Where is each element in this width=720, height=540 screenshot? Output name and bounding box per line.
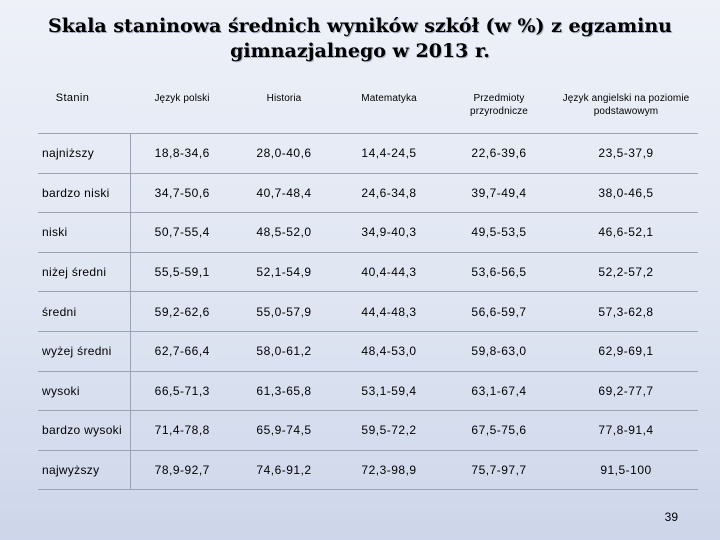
table-row [38, 252, 698, 292]
stanine-label: najniższy [38, 134, 130, 174]
table-row [38, 371, 698, 411]
score-range-cell: 59,8-63,0 [444, 331, 554, 371]
table-row [38, 173, 698, 213]
slide-title-line-1: Skala staninowa średnich wyników szkół (w %) z egzaminu [48, 15, 672, 37]
score-range-cell: 55,0-57,9 [234, 292, 334, 332]
score-range-cell: 66,5-71,3 [130, 371, 234, 411]
score-range-cell: 57,3-62,8 [554, 292, 698, 332]
table-header-row [38, 84, 698, 134]
score-range-cell: 40,4-44,3 [334, 252, 444, 292]
header-stanine: Stanin [55, 92, 90, 104]
stanine-label: bardzo niski [38, 173, 130, 213]
table-row [38, 134, 698, 174]
score-range-cell: 49,5-53,5 [444, 213, 554, 253]
score-range-cell: 53,6-56,5 [444, 252, 554, 292]
score-range-cell: 62,9-69,1 [554, 331, 698, 371]
stanine-label: wyżej średni [38, 331, 130, 371]
stanine-label: niski [38, 213, 130, 253]
score-range-cell: 38,0-46,5 [554, 173, 698, 213]
score-range-cell: 53,1-59,4 [334, 371, 444, 411]
table-row [38, 331, 698, 371]
score-range-cell: 52,1-54,9 [234, 252, 334, 292]
stanine-label: najwyższy [38, 450, 130, 490]
score-range-cell: 50,7-55,4 [130, 213, 234, 253]
score-range-cell: 65,9-74,5 [234, 411, 334, 451]
header-history: Historia [266, 93, 302, 104]
score-range-cell: 52,2-57,2 [554, 252, 698, 292]
score-range-cell: 61,3-65,8 [234, 371, 334, 411]
score-range-cell: 75,7-97,7 [444, 450, 554, 490]
score-range-cell: 78,9-92,7 [130, 450, 234, 490]
header-mathematics: Matematyka [361, 93, 417, 104]
score-range-cell: 91,5-100 [554, 450, 698, 490]
score-range-cell: 39,7-49,4 [444, 173, 554, 213]
score-range-cell: 62,7-66,4 [130, 331, 234, 371]
score-range-cell: 46,6-52,1 [554, 213, 698, 253]
header-english-basic: Język angielski na poziomie podstawowym [562, 93, 690, 117]
stanine-label: bardzo wysoki [38, 411, 130, 451]
table-row [38, 213, 698, 253]
page-number: 39 [664, 510, 678, 524]
score-range-cell: 34,9-40,3 [334, 213, 444, 253]
score-range-cell: 24,6-34,8 [334, 173, 444, 213]
score-range-cell: 44,4-48,3 [334, 292, 444, 332]
score-range-cell: 77,8-91,4 [554, 411, 698, 451]
score-range-cell: 40,7-48,4 [234, 173, 334, 213]
header-polish-language: Język polski [154, 93, 210, 104]
score-range-cell: 34,7-50,6 [130, 173, 234, 213]
table-row [38, 411, 698, 451]
stanine-label: wysoki [38, 371, 130, 411]
score-range-cell: 67,5-75,6 [444, 411, 554, 451]
header-natural-sciences: Przedmioty przyrodnicze [470, 93, 528, 117]
score-range-cell: 56,6-59,7 [444, 292, 554, 332]
score-range-cell: 58,0-61,2 [234, 331, 334, 371]
table-row [38, 292, 698, 332]
score-range-cell: 48,4-53,0 [334, 331, 444, 371]
score-range-cell: 18,8-34,6 [130, 134, 234, 174]
score-range-cell: 72,3-98,9 [334, 450, 444, 490]
score-range-cell: 69,2-77,7 [554, 371, 698, 411]
stanine-scale-table [38, 84, 698, 490]
score-range-cell: 59,5-72,2 [334, 411, 444, 451]
slide-title-line-2: gimnazjalnego w 2013 r. [230, 40, 490, 62]
stanine-label: niżej średni [38, 252, 130, 292]
score-range-cell: 71,4-78,8 [130, 411, 234, 451]
stanine-label: średni [38, 292, 130, 332]
table-row [38, 450, 698, 490]
score-range-cell: 22,6-39,6 [444, 134, 554, 174]
score-range-cell: 55,5-59,1 [130, 252, 234, 292]
score-range-cell: 14,4-24,5 [334, 134, 444, 174]
slide-title [20, 14, 700, 64]
score-range-cell: 59,2-62,6 [130, 292, 234, 332]
score-range-cell: 28,0-40,6 [234, 134, 334, 174]
score-range-cell: 63,1-67,4 [444, 371, 554, 411]
score-range-cell: 48,5-52,0 [234, 213, 334, 253]
score-range-cell: 74,6-91,2 [234, 450, 334, 490]
score-range-cell: 23,5-37,9 [554, 134, 698, 174]
